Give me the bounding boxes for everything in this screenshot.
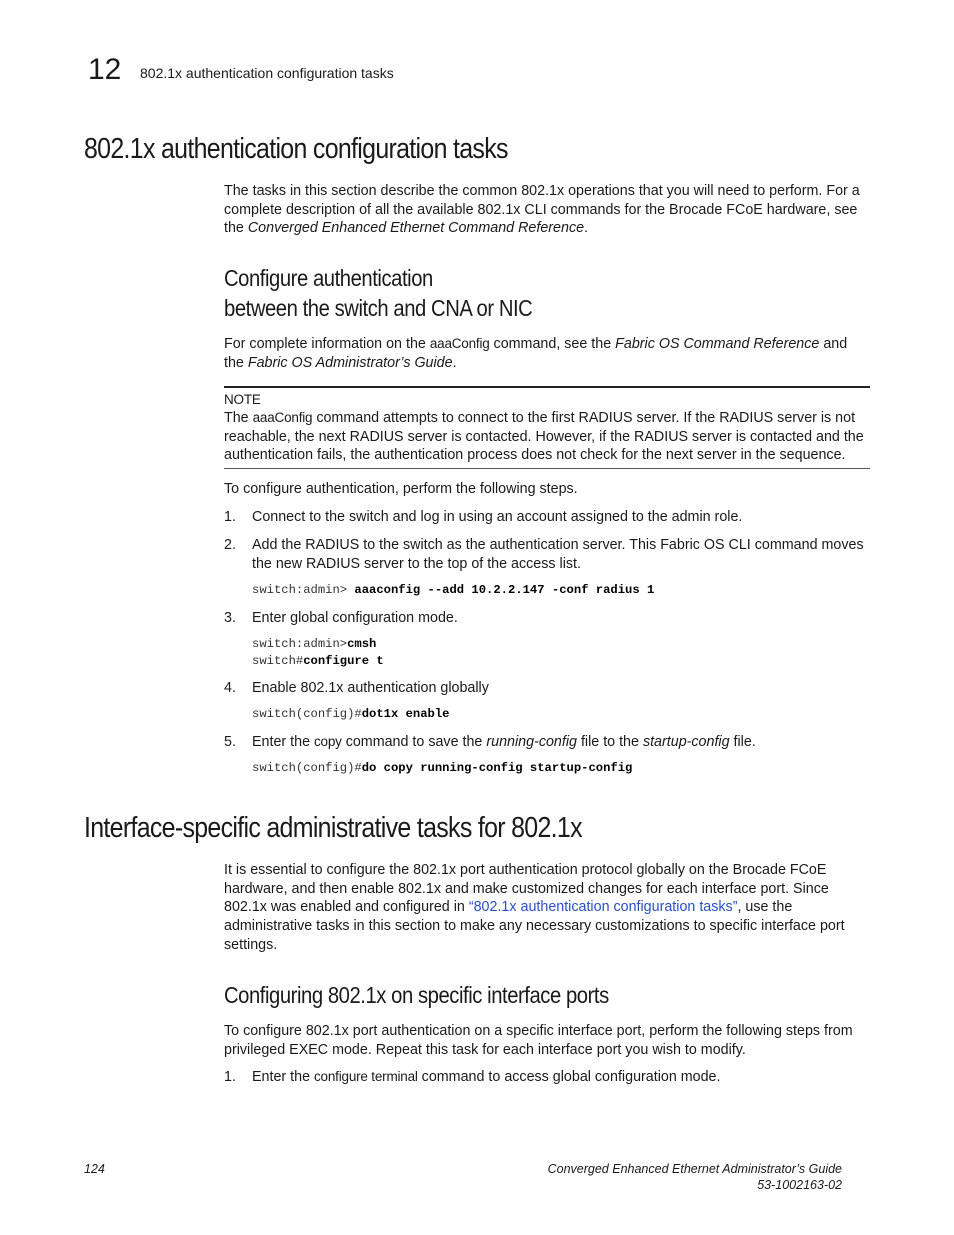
footer-doc-title: Converged Enhanced Ethernet Administrator’s Guide — [547, 1162, 842, 1176]
intro-text-b: . — [584, 220, 589, 237]
step-text-italic: running-config — [486, 734, 577, 750]
code-prompt: switch(config)# — [252, 707, 362, 721]
subsection-heading-line1: Configure authentication — [224, 265, 433, 291]
reference-title: Fabric OS Command Reference — [615, 336, 820, 352]
page-number: 124 — [84, 1162, 105, 1176]
subsection-heading-configure-authentication — [224, 263, 532, 323]
code-command: cmsh — [347, 637, 377, 651]
note-label: NOTE — [224, 392, 261, 407]
chapter-number: 12 — [88, 53, 122, 86]
cross-reference-link[interactable]: “802.1x authentication configuration tasks” — [468, 899, 738, 916]
code-prompt: switch:admin> — [252, 583, 355, 597]
command-name: copy — [314, 734, 342, 749]
section1-intro — [224, 182, 870, 238]
note-bottom-rule — [224, 468, 870, 469]
para-text: . — [452, 354, 457, 371]
section-heading-interface-specific: Interface-specific administrative tasks for 802.1x — [84, 812, 582, 844]
code-prompt: switch# — [252, 654, 304, 668]
reference-title: Fabric OS Administrator’s Guide — [247, 354, 453, 371]
step-text — [252, 733, 872, 752]
note-top-rule — [224, 386, 870, 388]
code-prompt: switch(config)# — [252, 761, 362, 775]
subsection-heading-line2: between the switch and CNA or NIC — [224, 295, 533, 321]
code-block-copy — [252, 760, 632, 777]
code-command: aaaconfig --add 10.2.2.147 -conf radius 1 — [354, 583, 655, 597]
step-text-part: Enter the — [252, 1069, 314, 1085]
note-text-b: command attempts to connect to the first RADIUS server. If the RADIUS server is not reachable, the next RADIUS server is contacted. However, if the RADIUS server is contacted and the authentication fails, the authentication process does not check for the next server in the sequence. — [224, 410, 864, 464]
para-text: command, see the — [489, 336, 616, 352]
step-text-part: command to save the — [341, 734, 487, 750]
command-name: aaaConfig — [429, 336, 490, 351]
para-text: , use the administrative tasks in this section to make any necessary customizations to specific interface port settings. — [224, 899, 845, 953]
section-heading-802-1x-tasks: 802.1x authentication configuration tasks — [84, 133, 508, 165]
step-text: Enter global configuration mode. — [252, 610, 458, 626]
para-text: It is essential to configure the 802.1x port authentication protocol globally on the Brocade FCoE hardware, and then enable 802.1x and make customized changes for each interface port. Since 802.1x was enabled and configured in — [224, 862, 829, 916]
subsection2-paragraph: To configure 802.1x port authentication on a specific interface port, perform the following steps from privileged EXEC mode. Repeat this task for each interface port you wish to modify. — [224, 1023, 853, 1058]
code-block-cmsh — [252, 636, 384, 670]
step-text: Connect to the switch and log in using an account assigned to the admin role. — [252, 509, 743, 525]
code-prompt: switch:admin> — [252, 637, 348, 651]
step-number: 5. — [224, 734, 236, 750]
command-name: configure terminal — [314, 1069, 418, 1084]
step-text-part: file. — [729, 734, 756, 750]
step-number: 4. — [224, 680, 236, 696]
steps-intro: To configure authentication, perform the following steps. — [224, 481, 578, 497]
step-number: 3. — [224, 610, 236, 626]
command-name: aaaConfig — [252, 410, 313, 425]
step-text: Enable 802.1x authentication globally — [252, 680, 489, 696]
code-command: do copy running-config startup-config — [361, 761, 633, 775]
intro-text-a: The tasks in this section describe the common 802.1x operations that you will need to perform. For a complete description of all the available 802.1x CLI commands for the Brocade FCoE hardware, see the — [224, 183, 860, 237]
code-command: dot1x enable — [361, 707, 450, 721]
subsection-heading-configuring-ports: Configuring 802.1x on specific interface ports — [224, 982, 609, 1008]
step-number: 1. — [224, 509, 236, 525]
step-text-part: file to the — [576, 734, 643, 750]
step-text-italic: startup-config — [642, 734, 730, 750]
step-text: Add the RADIUS to the switch as the authentication server. This Fabric OS CLI command moves the new RADIUS server to the top of the access list. — [252, 537, 864, 572]
para-text: and the — [224, 336, 848, 371]
step-number: 2. — [224, 537, 236, 553]
step-number: 1. — [224, 1069, 236, 1085]
footer-doc-number: 53-1002163-02 — [757, 1178, 842, 1192]
subsection1-paragraph — [224, 335, 870, 372]
section2-paragraph — [224, 861, 870, 955]
code-command: configure t — [303, 654, 384, 668]
step-text — [252, 1068, 872, 1087]
intro-reference: Converged Enhanced Ethernet Command Reference — [247, 220, 585, 237]
chapter-running-title: 802.1x authentication configuration tasks — [140, 65, 394, 81]
code-block-dot1x — [252, 706, 449, 723]
para-text: For complete information on the — [224, 336, 430, 352]
code-block-aaaconfig — [252, 582, 654, 599]
note-text — [224, 409, 870, 465]
note-text-a: The — [224, 410, 253, 426]
step-text-part: Enter the — [252, 734, 314, 750]
step-text-part: command to access global configuration mode. — [417, 1069, 721, 1085]
